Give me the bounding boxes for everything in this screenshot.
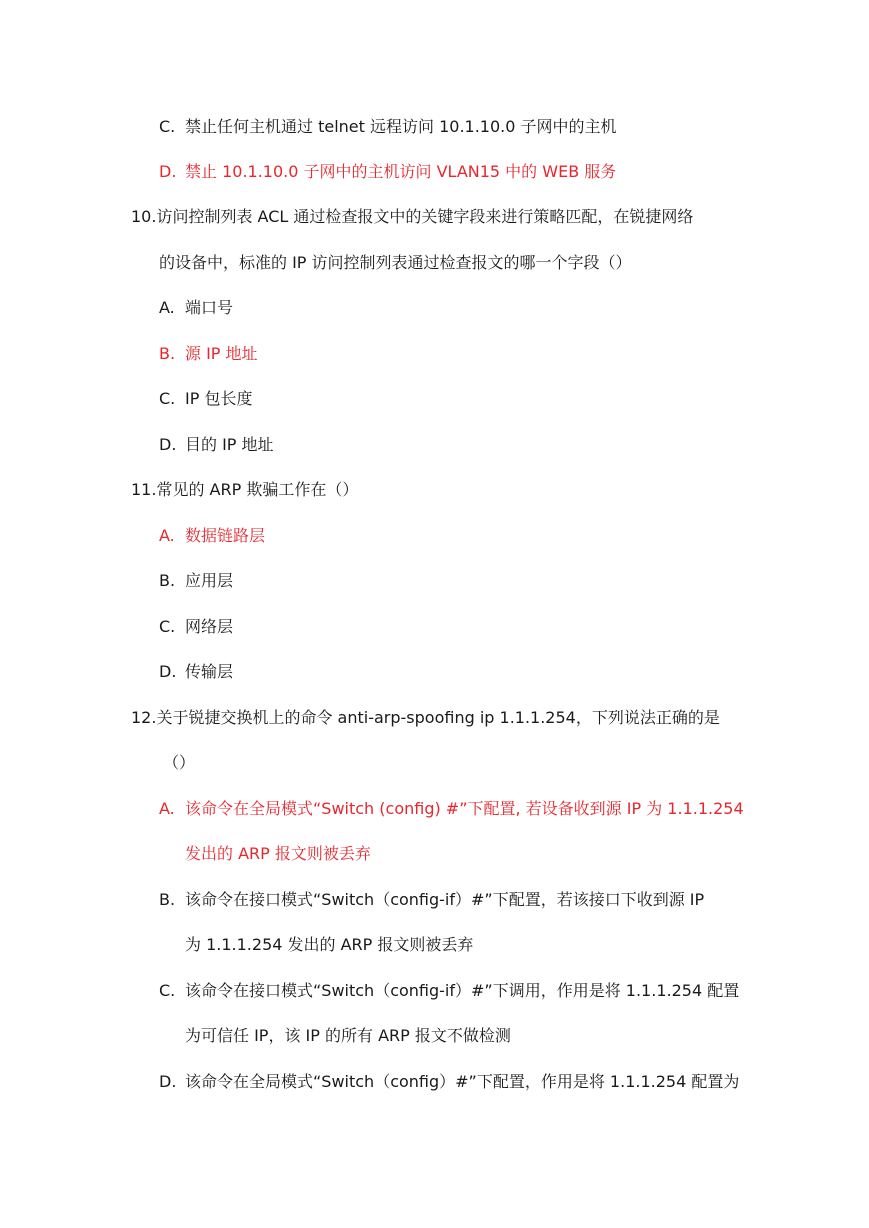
q12-stem-line2: （） [163, 753, 196, 772]
question-number: 10. [131, 207, 157, 226]
option-text: 该命令在接口模式“Switch（config-if）#”下调用，作用是将 1.1.1.254 配置 [185, 981, 740, 1000]
q11-option-d [159, 661, 233, 683]
q10-option-c [159, 388, 252, 410]
option-text: 应用层 [185, 571, 234, 590]
option-label: A. [159, 526, 175, 545]
q11-option-c [159, 616, 233, 638]
option-text: 该命令在全局模式“Switch (config) #”下配置, 若设备收到源 IP 为 1.1.1.254 [185, 799, 744, 818]
q12-option-c [159, 980, 739, 1002]
question-number: 12. [131, 708, 157, 727]
option-label: C. [159, 117, 176, 136]
option-text: 数据链路层 [185, 526, 266, 545]
q10-stem-line1 [131, 206, 693, 228]
option-text: 该命令在接口模式“Switch（config-if）#”下配置，若该接口下收到源 IP [185, 890, 705, 909]
option-text: 禁止任何主机通过 telnet 远程访问 10.1.10.0 子网中的主机 [185, 117, 617, 136]
option-label: C. [159, 617, 176, 636]
q12-option-a-answer [159, 798, 744, 820]
q9-option-d-answer [159, 161, 616, 183]
q10-stem-line2: 的设备中，标准的 IP 访问控制列表通过检查报文的哪一个字段（） [159, 253, 632, 272]
question-text: 关于锐捷交换机上的命令 anti-arp-spoofing ip 1.1.1.254，下列说法正确的是 [156, 708, 720, 727]
option-text: 网络层 [185, 617, 234, 636]
option-label: B. [159, 890, 176, 909]
q10-option-a [159, 297, 233, 319]
option-label: C. [159, 389, 176, 408]
q9-option-c [159, 116, 617, 138]
option-text: IP 包长度 [185, 389, 253, 408]
q11-option-b [159, 570, 233, 592]
option-text: 源 IP 地址 [185, 344, 258, 363]
question-text: 访问控制列表 ACL 通过检查报文中的关键字段来进行策略匹配，在锐捷网络 [156, 207, 694, 226]
option-label: B. [159, 344, 176, 363]
q12-option-b [159, 889, 704, 911]
q12-option-b-line2: 为 1.1.1.254 发出的 ARP 报文则被丢弃 [185, 935, 474, 954]
option-label: D. [159, 1072, 177, 1091]
q12-option-c-line2: 为可信任 IP，该 IP 的所有 ARP 报文不做检测 [185, 1026, 511, 1045]
option-text: 端口号 [185, 298, 234, 317]
q11-option-a-answer [159, 525, 265, 547]
option-label: D. [159, 162, 177, 181]
option-text: 该命令在全局模式“Switch（config）#”下配置，作用是将 1.1.1.254 配置为 [185, 1072, 740, 1091]
option-label: D. [159, 435, 177, 454]
question-number: 11. [131, 480, 157, 499]
q12-stem-line1 [131, 707, 720, 729]
option-label: A. [159, 298, 175, 317]
q10-option-b-answer [159, 343, 258, 365]
q12-option-a-line2: 发出的 ARP 报文则被丢弃 [185, 844, 371, 863]
option-text: 禁止 10.1.10.0 子网中的主机访问 VLAN15 中的 WEB 服务 [185, 162, 617, 181]
question-text: 常见的 ARP 欺骗工作在（） [156, 480, 359, 499]
q10-option-d [159, 434, 274, 456]
option-text: 目的 IP 地址 [185, 435, 274, 454]
option-label: C. [159, 981, 176, 1000]
option-text: 传输层 [185, 662, 234, 681]
option-label: D. [159, 662, 177, 681]
option-label: A. [159, 799, 175, 818]
option-label: B. [159, 571, 176, 590]
q11-stem-line1 [131, 479, 358, 501]
q12-option-d [159, 1071, 739, 1093]
